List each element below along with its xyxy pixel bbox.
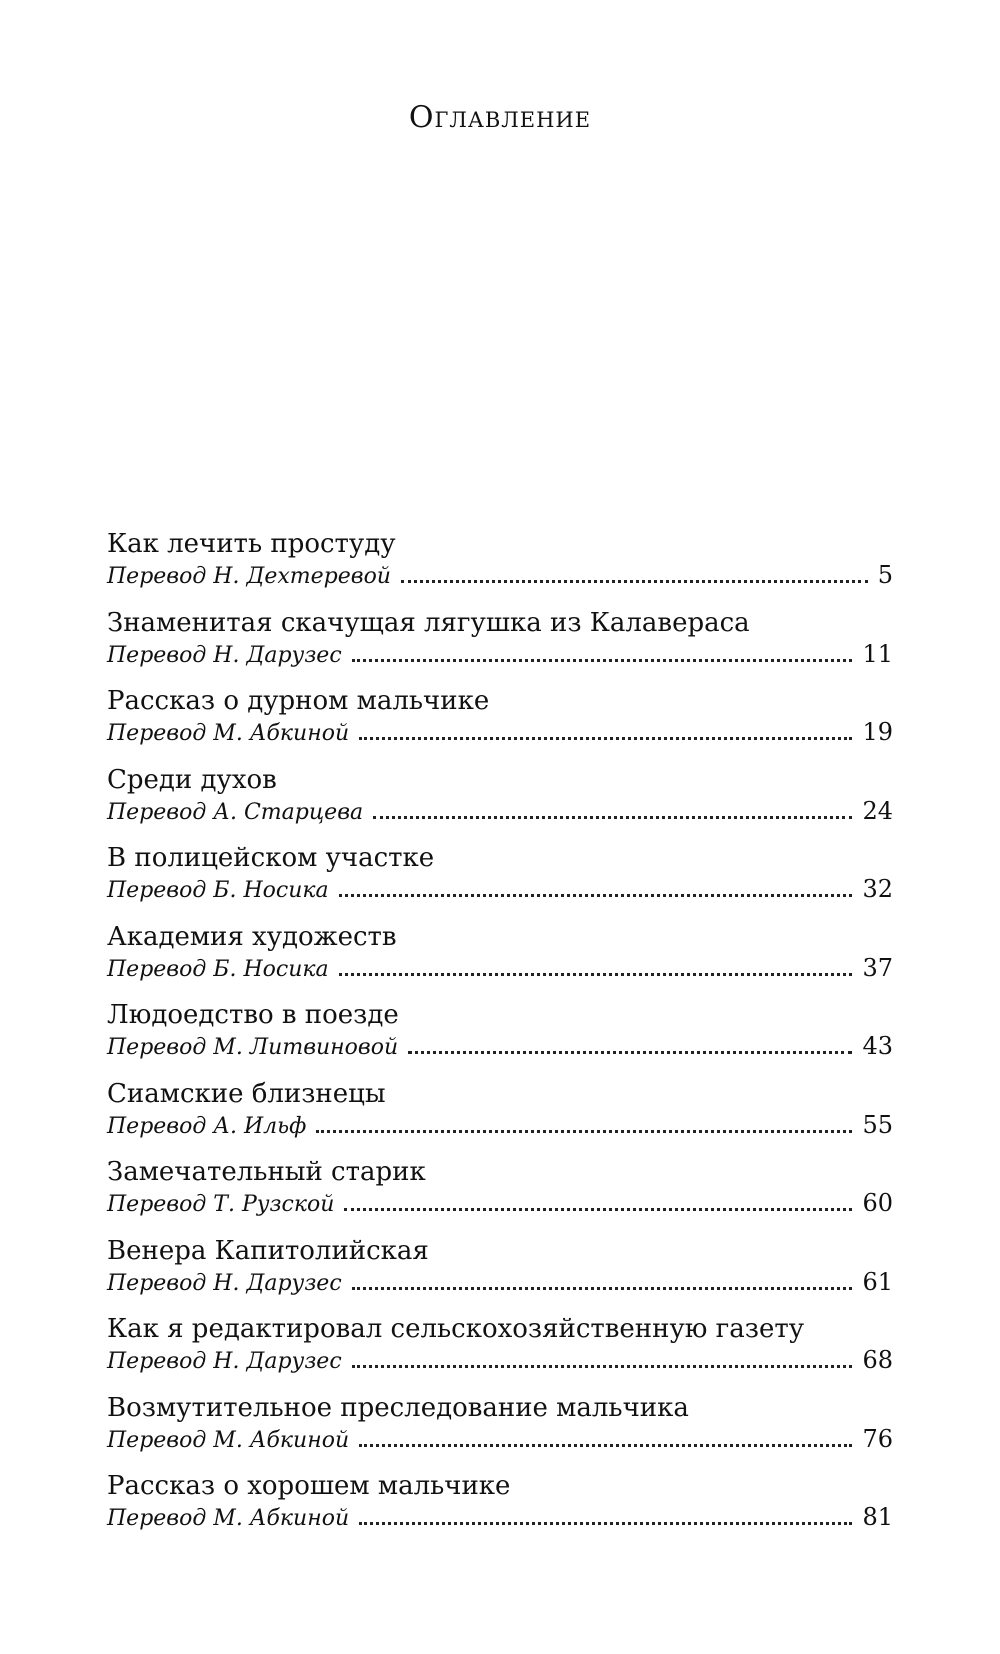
page-number[interactable]: 76 — [862, 1424, 893, 1453]
translator-line — [107, 874, 893, 906]
translator-credit: Перевод А. Ильф — [107, 1113, 307, 1139]
page-number[interactable]: 5 — [877, 561, 893, 589]
story-title[interactable]: Среди духов — [107, 764, 277, 795]
dot-leader — [401, 580, 868, 583]
dot-leader — [352, 659, 853, 662]
dot-leader — [359, 737, 852, 740]
dot-leader — [339, 973, 853, 976]
translator-line — [107, 639, 893, 671]
translator-credit: Перевод Н. Дехтеревой — [107, 564, 391, 589]
dot-leader — [359, 1444, 852, 1447]
page-number[interactable]: 60 — [862, 1189, 893, 1217]
translator-line — [107, 717, 893, 749]
story-title[interactable]: Возмутительное преследование мальчика — [107, 1392, 689, 1423]
translator-line — [107, 1424, 893, 1456]
dot-leader — [373, 816, 852, 819]
translator-credit: Перевод Н. Дарузес — [107, 1349, 342, 1374]
story-title[interactable]: Знаменитая скачущая лягушка из Калавераса — [107, 607, 750, 638]
translator-line — [107, 1188, 893, 1220]
page-number[interactable]: 32 — [862, 875, 893, 903]
translator-credit: Перевод М. Литвиновой — [107, 1035, 399, 1060]
toc-entry[interactable] — [107, 1156, 893, 1235]
story-title[interactable]: Венера Капитолийская — [107, 1235, 429, 1266]
toc-entry[interactable] — [107, 842, 893, 921]
dot-leader — [316, 1130, 852, 1133]
translator-credit: Перевод А. Старцева — [107, 799, 364, 825]
toc-entry[interactable] — [107, 764, 893, 843]
page-number[interactable]: 68 — [862, 1346, 893, 1374]
page-number[interactable]: 61 — [862, 1267, 893, 1296]
page-number[interactable]: 24 — [862, 796, 893, 825]
story-title[interactable]: В полицейском участке — [107, 843, 435, 873]
translator-line — [107, 953, 893, 985]
translator-line — [107, 1267, 893, 1299]
translator-line — [107, 1031, 893, 1063]
translator-line — [107, 796, 893, 828]
page-number[interactable]: 55 — [862, 1110, 893, 1139]
translator-line — [107, 1502, 893, 1534]
translator-credit: Перевод Т. Рузской — [107, 1192, 335, 1217]
translator-line — [107, 560, 893, 592]
toc-entry[interactable] — [107, 528, 893, 607]
toc-entry[interactable] — [107, 607, 893, 686]
toc-entry[interactable] — [107, 1078, 893, 1157]
toc-entry[interactable] — [107, 999, 893, 1078]
dot-leader — [339, 894, 853, 897]
dot-leader — [359, 1522, 852, 1525]
translator-credit: Перевод Б. Носика — [107, 956, 329, 982]
story-title[interactable]: Как лечить простуду — [107, 529, 396, 559]
story-title[interactable]: Людоедство в поезде — [107, 1000, 399, 1030]
toc-entry[interactable] — [107, 685, 893, 764]
translator-credit: Перевод Б. Носика — [107, 878, 329, 903]
translator-line — [107, 1110, 893, 1142]
dot-leader — [344, 1208, 852, 1211]
dot-leader — [352, 1287, 853, 1290]
page-number[interactable]: 11 — [862, 639, 893, 668]
story-title[interactable]: Академия художеств — [107, 921, 397, 952]
toc-entry[interactable] — [107, 921, 893, 1000]
toc-entry[interactable] — [107, 1392, 893, 1471]
translator-credit: Перевод Н. Дарузес — [107, 642, 342, 668]
translator-credit: Перевод Н. Дарузес — [107, 1270, 342, 1296]
page-number[interactable]: 37 — [862, 953, 893, 982]
story-title[interactable]: Замечательный старик — [107, 1157, 426, 1187]
dot-leader — [408, 1051, 852, 1054]
translator-credit: Перевод М. Абкиной — [107, 1506, 350, 1531]
story-title[interactable]: Как я редактировал сельскохозяйственную газету — [107, 1314, 805, 1344]
page-number[interactable]: 19 — [862, 718, 893, 746]
page-number[interactable]: 43 — [862, 1032, 893, 1060]
translator-credit: Перевод М. Абкиной — [107, 721, 350, 746]
toc-entry[interactable] — [107, 1313, 893, 1392]
translator-credit: Перевод М. Абкиной — [107, 1427, 350, 1453]
dot-leader — [352, 1365, 853, 1368]
page-title: Оглавление — [408, 100, 592, 135]
translator-line — [107, 1345, 893, 1377]
toc-entry[interactable] — [107, 1470, 893, 1549]
toc-entry[interactable] — [107, 1235, 893, 1314]
toc-list — [107, 528, 893, 1549]
story-title[interactable]: Рассказ о дурном мальчике — [107, 686, 490, 716]
story-title[interactable]: Сиамские близнецы — [107, 1078, 386, 1109]
story-title[interactable]: Рассказ о хорошем мальчике — [107, 1471, 511, 1501]
page-number[interactable]: 81 — [862, 1503, 893, 1531]
